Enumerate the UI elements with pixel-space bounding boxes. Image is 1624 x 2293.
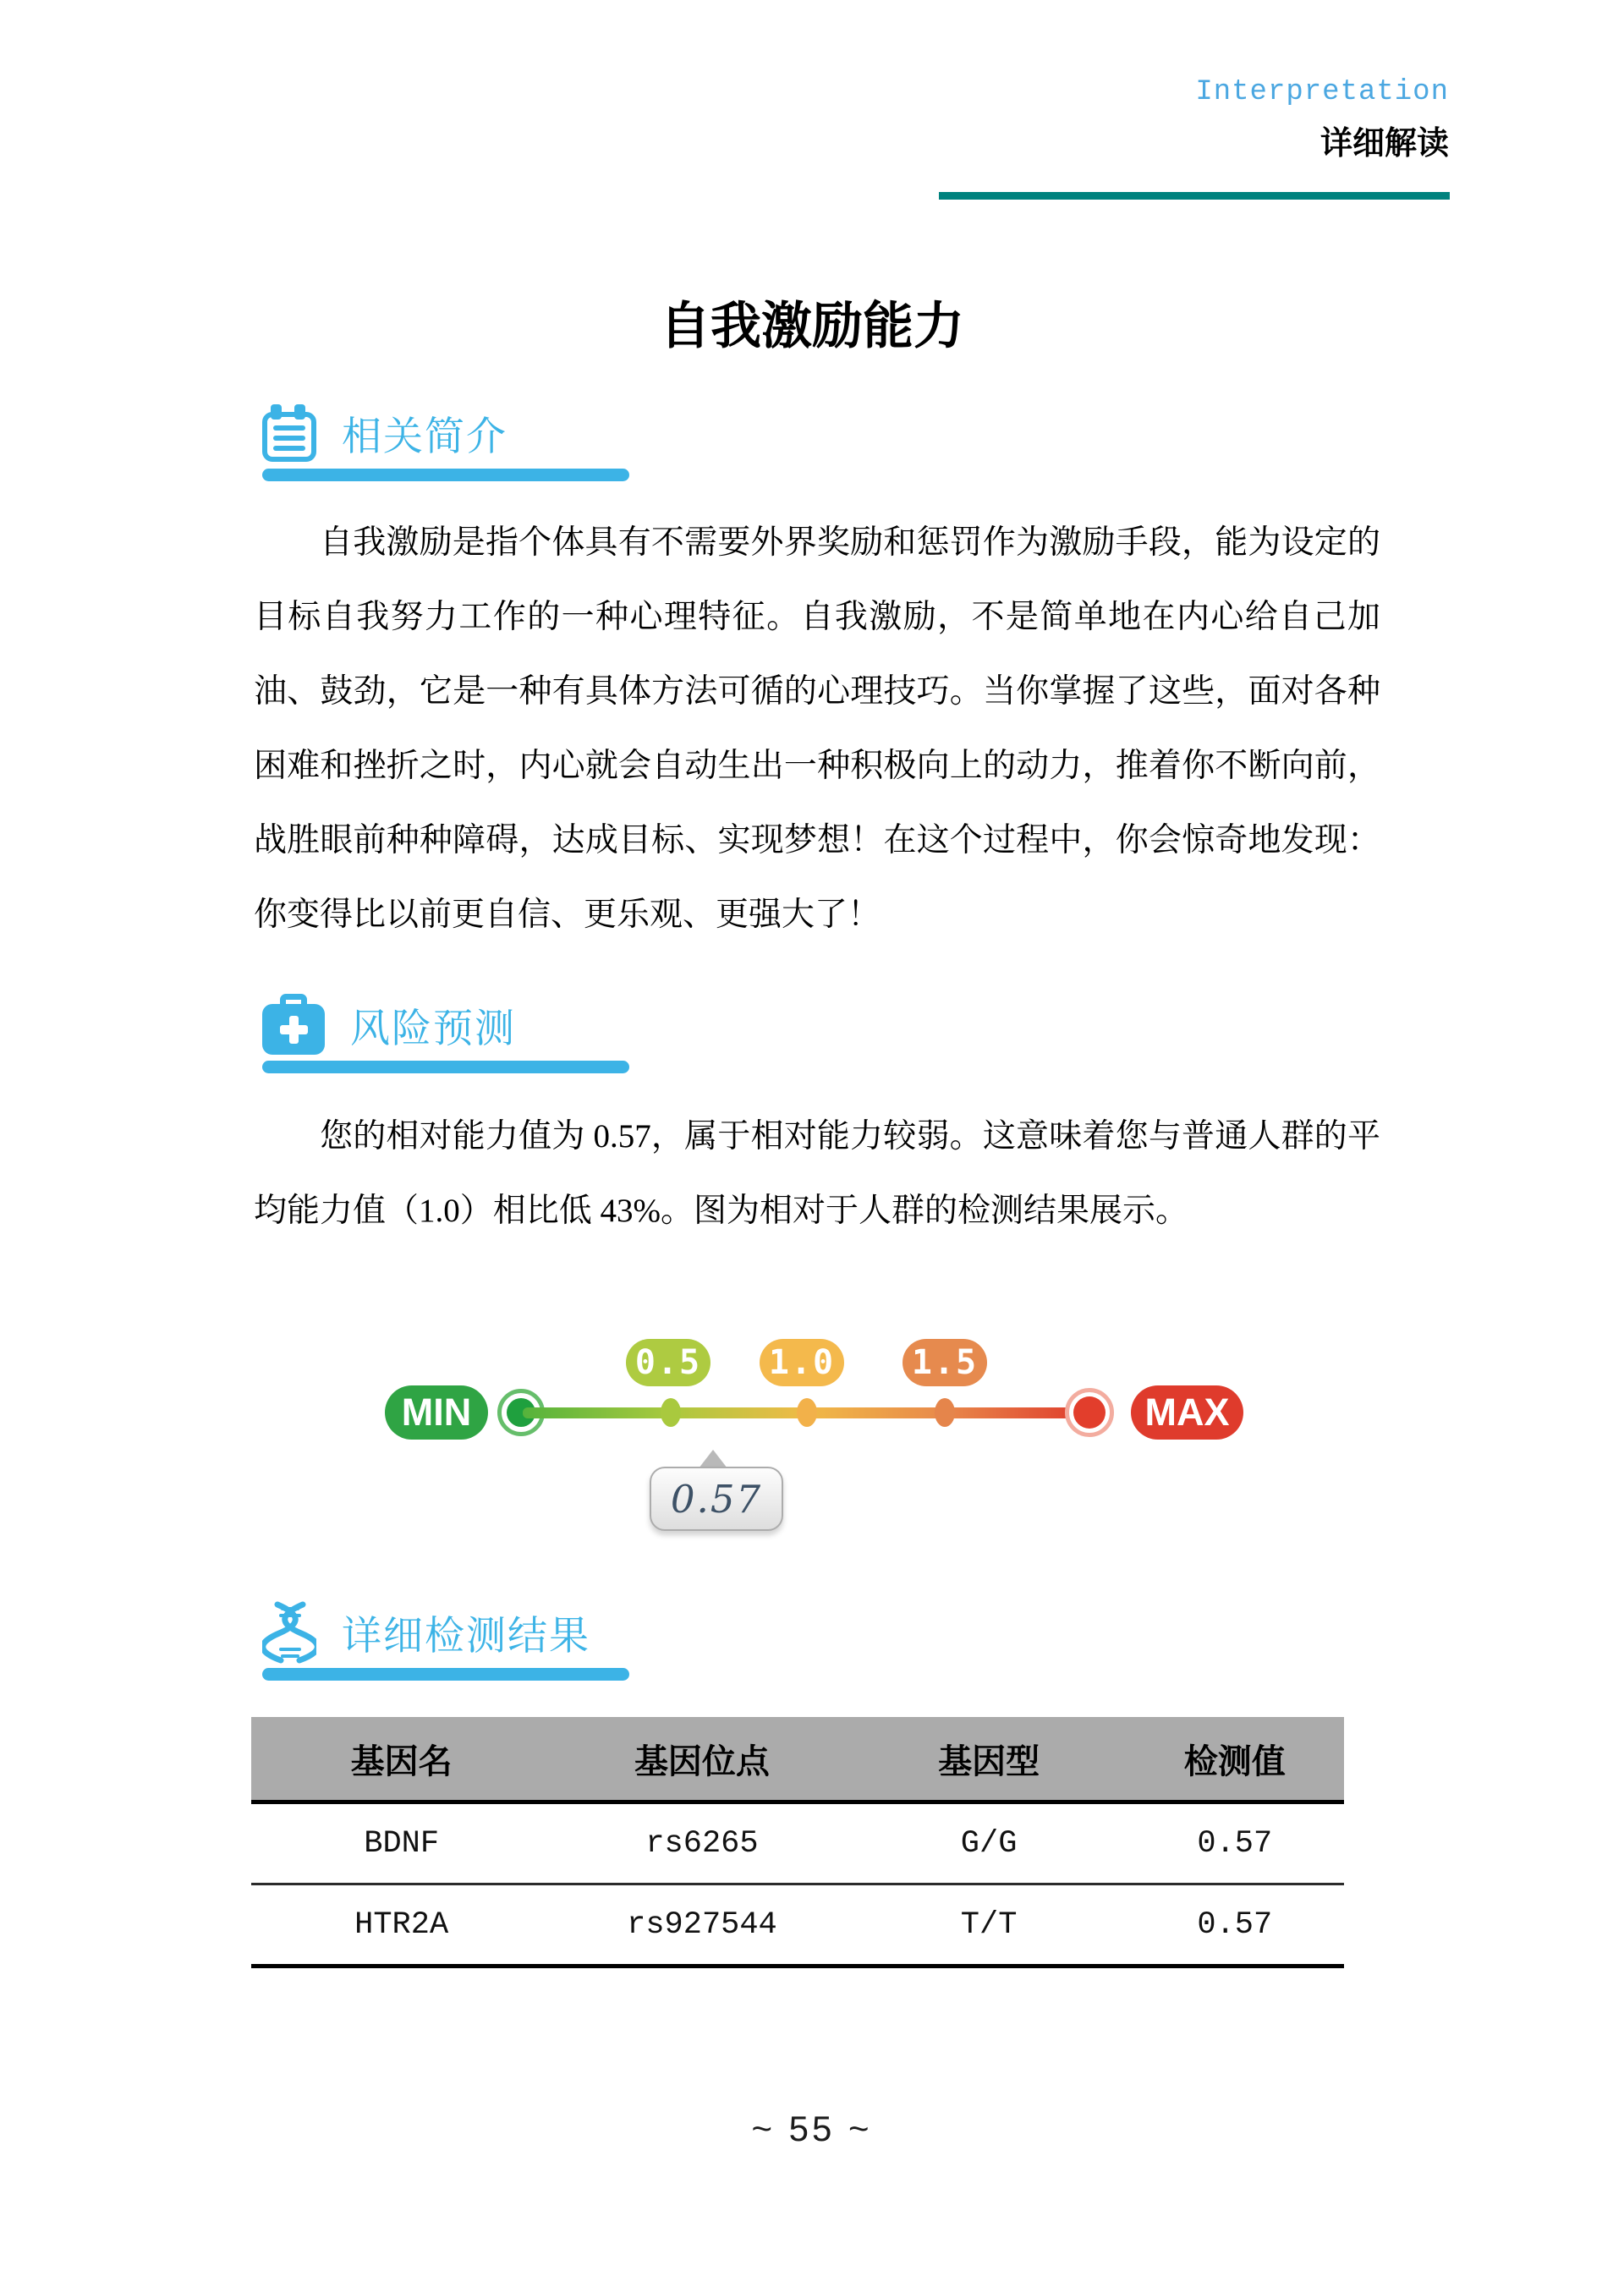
gauge-tick-label: 1.5 [911,1343,979,1382]
col-header-gene-name: 基因名 [251,1717,551,1802]
cell-detected-value: 0.57 [1126,1884,1344,1967]
page-title: 自我激励能力 [660,299,964,354]
section-risk-underline [262,1061,629,1073]
header-title-en: Interpretation [1195,76,1449,108]
col-header-detected-value: 检测值 [1126,1717,1344,1802]
gauge-tick-badge-mid [760,1339,844,1386]
table-row [251,1884,1344,1967]
header-title-zh: 详细解读 [1320,126,1449,162]
cell-genotype: T/T [853,1884,1126,1967]
section-risk-header [262,991,629,1073]
page-header [1195,76,1449,163]
table-header-row [251,1717,1344,1802]
section-intro-underline [262,469,629,481]
gauge-tick-label: 1.0 [768,1343,836,1382]
gauge-end-dot [1073,1396,1106,1429]
table-row [251,1802,1344,1884]
gauge-tick-dot [797,1398,817,1427]
col-header-genotype: 基因型 [853,1717,1126,1802]
cell-gene-name: BDNF [251,1802,551,1884]
gauge-value-pointer [699,1450,727,1468]
gauge-min-label: MIN [385,1385,488,1440]
page-number: ~ 55 ~ [751,2109,873,2148]
risk-paragraph: 您的相对能力值为 0.57，属于相对能力较弱。这意味着您与普通人群的平均能力值（1.0）相比低 43%。图为相对于人群的检测结果展示。 [254,1118,1380,1229]
gauge-max-label: MAX [1131,1385,1243,1440]
gauge-tick-badge-low [626,1339,710,1386]
section-risk-label: 风险预测 [350,1005,516,1051]
cell-genotype: G/G [853,1802,1126,1884]
gauge-value-tooltip: 0.57 [650,1467,783,1531]
col-header-gene-locus: 基因位点 [551,1717,852,1802]
section-results-header [262,1599,629,1681]
notepad-icon [262,404,316,462]
intro-paragraph: 自我激励是指个体具有不需要外界奖励和惩罚作为激励手段，能为设定的目标自我努力工作的一种心理特征。自我激励，不是简单地在内心给自己加油、鼓劲，它是一种有具体方法可循的心理技巧。当你掌握了这些，面对各种困难和挫折之时，内心就会自动生出一种积极向上的动力，推着你不断向前，战胜眼前种种障碍，达成目标、实现梦想！在这个过程中，你会惊奇地发现：你变得比以前更自信、更乐观、更强大了！ [254,524,1380,933]
header-divider [939,192,1450,200]
dna-icon [262,1600,316,1665]
gauge-tick-dot [935,1398,955,1427]
section-intro-header [262,399,629,481]
section-results-underline [262,1668,629,1681]
first-aid-icon [262,994,325,1056]
gauge-tick-label: 0.5 [634,1343,702,1382]
cell-gene-locus: rs6265 [551,1802,852,1884]
cell-gene-locus: rs927544 [551,1884,852,1967]
gauge-tick-dot [661,1398,681,1427]
section-results-label: 详细检测结果 [342,1612,590,1658]
cell-detected-value: 0.57 [1126,1802,1344,1884]
results-table [251,1717,1344,1968]
gauge-tick-badge-high [903,1339,987,1386]
cell-gene-name: HTR2A [251,1884,551,1967]
section-intro-label: 相关简介 [342,413,508,458]
